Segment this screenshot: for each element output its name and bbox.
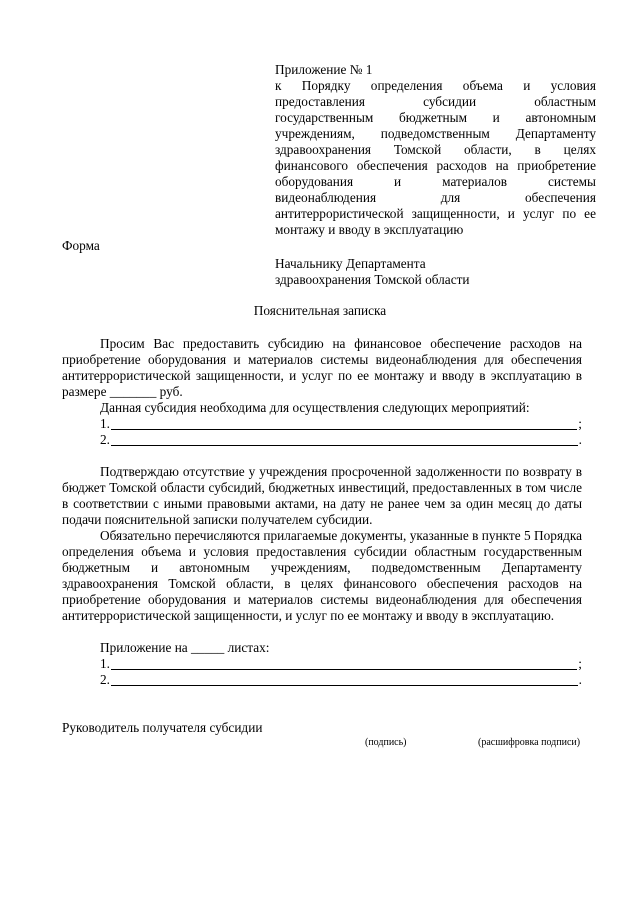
attachment-item-number: 1. <box>100 656 110 671</box>
appendix-line: учреждениям, подведомственным Департаменту <box>275 126 596 141</box>
confirmation-paragraph-line: бюджет Томской области субсидий, бюджетных инвестиций, предоставленных в том числе <box>62 480 582 495</box>
activity-item <box>100 432 582 448</box>
appendix-text <box>275 78 596 222</box>
form-label: Форма <box>62 238 100 253</box>
signature-caption: (подпись) <box>365 737 407 748</box>
appendix-title: Приложение № 1 <box>275 62 373 77</box>
confirmation-paragraph-line: в соответствии с иными правовыми актами, на дату не ранее чем за один месяц до даты <box>62 496 582 511</box>
document-title: Пояснительная записка <box>253 303 387 318</box>
attachment-item-number: 2. <box>100 672 110 687</box>
activity-item-blank-line[interactable] <box>111 417 577 430</box>
documents-paragraph-line: Обязательно перечисляются прилагаемые документы, указанные в пункте 5 Порядка <box>100 528 582 543</box>
appendix-line: антитеррористической защищенности, и услуг по ее <box>275 206 596 221</box>
attachment-item <box>100 672 582 688</box>
activity-item-end-mark: ; <box>578 416 582 431</box>
activity-item <box>100 416 582 432</box>
attachment-item-end-mark: . <box>578 672 582 687</box>
request-paragraph-line: антитеррористической защищенности, и услуг по ее монтажу и вводу в эксплуатацию в <box>62 368 582 383</box>
request-paragraph <box>62 336 582 400</box>
appendix-line: финансового обеспечения расходов на приобретение <box>275 158 596 173</box>
documents-paragraph-line: здравоохранения Томской области, в целях финансового обеспечения расходов на <box>62 576 582 591</box>
attachment-item-blank-line[interactable] <box>111 673 578 686</box>
activity-item-end-mark: . <box>578 432 582 447</box>
confirmation-paragraph-last-line: подачи пояснительной записки получателем субсидии. <box>62 512 373 527</box>
appendix-line: оборудования и материалов системы <box>275 174 596 189</box>
appendix-line: здравоохранения Томской области, в целях <box>275 142 596 157</box>
addressee-line-1: Начальнику Департамента <box>275 256 426 271</box>
appendix-line: предоставления субсидии областным <box>275 94 596 109</box>
request-paragraph-last-line: размере _______ руб. <box>62 384 183 399</box>
documents-paragraph-last-line: антитеррористической защищенности, и услуг по ее монтажу и вводу в эксплуатацию. <box>62 608 555 623</box>
appendix-line: видеонаблюдения для обеспечения <box>275 190 596 205</box>
attachment-item-blank-line[interactable] <box>111 657 577 670</box>
documents-paragraph-line: определения объема и условия предоставления субсидии областным государственным <box>62 544 582 559</box>
activity-item-blank-line[interactable] <box>111 433 578 446</box>
activities-intro: Данная субсидия необходима для осуществления следующих мероприятий: <box>100 400 530 415</box>
attachments-intro: Приложение на _____ листах: <box>100 640 270 655</box>
appendix-block <box>275 62 596 238</box>
activity-item-number: 1. <box>100 416 110 431</box>
confirmation-paragraph <box>62 464 582 528</box>
activity-item-number: 2. <box>100 432 110 447</box>
appendix-line: государственным бюджетным и автономным <box>275 110 596 125</box>
activities-block <box>62 400 582 448</box>
attachment-item <box>100 656 582 672</box>
addressee-block <box>275 256 470 288</box>
signature-head: Руководитель получателя субсидии <box>62 720 263 735</box>
appendix-line: к Порядку определения объема и условия <box>275 78 596 93</box>
addressee-line-2: здравоохранения Томской области <box>275 272 470 287</box>
attachment-item-end-mark: ; <box>578 656 582 671</box>
documents-paragraph-line: бюджетным и автономным учреждениям, подведомственным Департаменту <box>62 560 582 575</box>
request-paragraph-line: Просим Вас предоставить субсидию на финансовое обеспечение расходов на <box>100 336 582 351</box>
appendix-last-line: монтажу и вводу в эксплуатацию <box>275 222 464 237</box>
documents-paragraph-line: приобретение оборудования и материалов системы видеонаблюдения для обеспечения <box>62 592 582 607</box>
documents-paragraph <box>62 528 582 624</box>
attachments-block <box>62 640 582 688</box>
signature-decode-caption: (расшифровка подписи) <box>478 737 581 748</box>
confirmation-paragraph-line: Подтверждаю отсутствие у учреждения просроченной задолженности по возврату в <box>100 464 582 479</box>
request-paragraph-line: приобретение оборудования и материалов системы видеонаблюдения для обеспечения <box>62 352 582 367</box>
